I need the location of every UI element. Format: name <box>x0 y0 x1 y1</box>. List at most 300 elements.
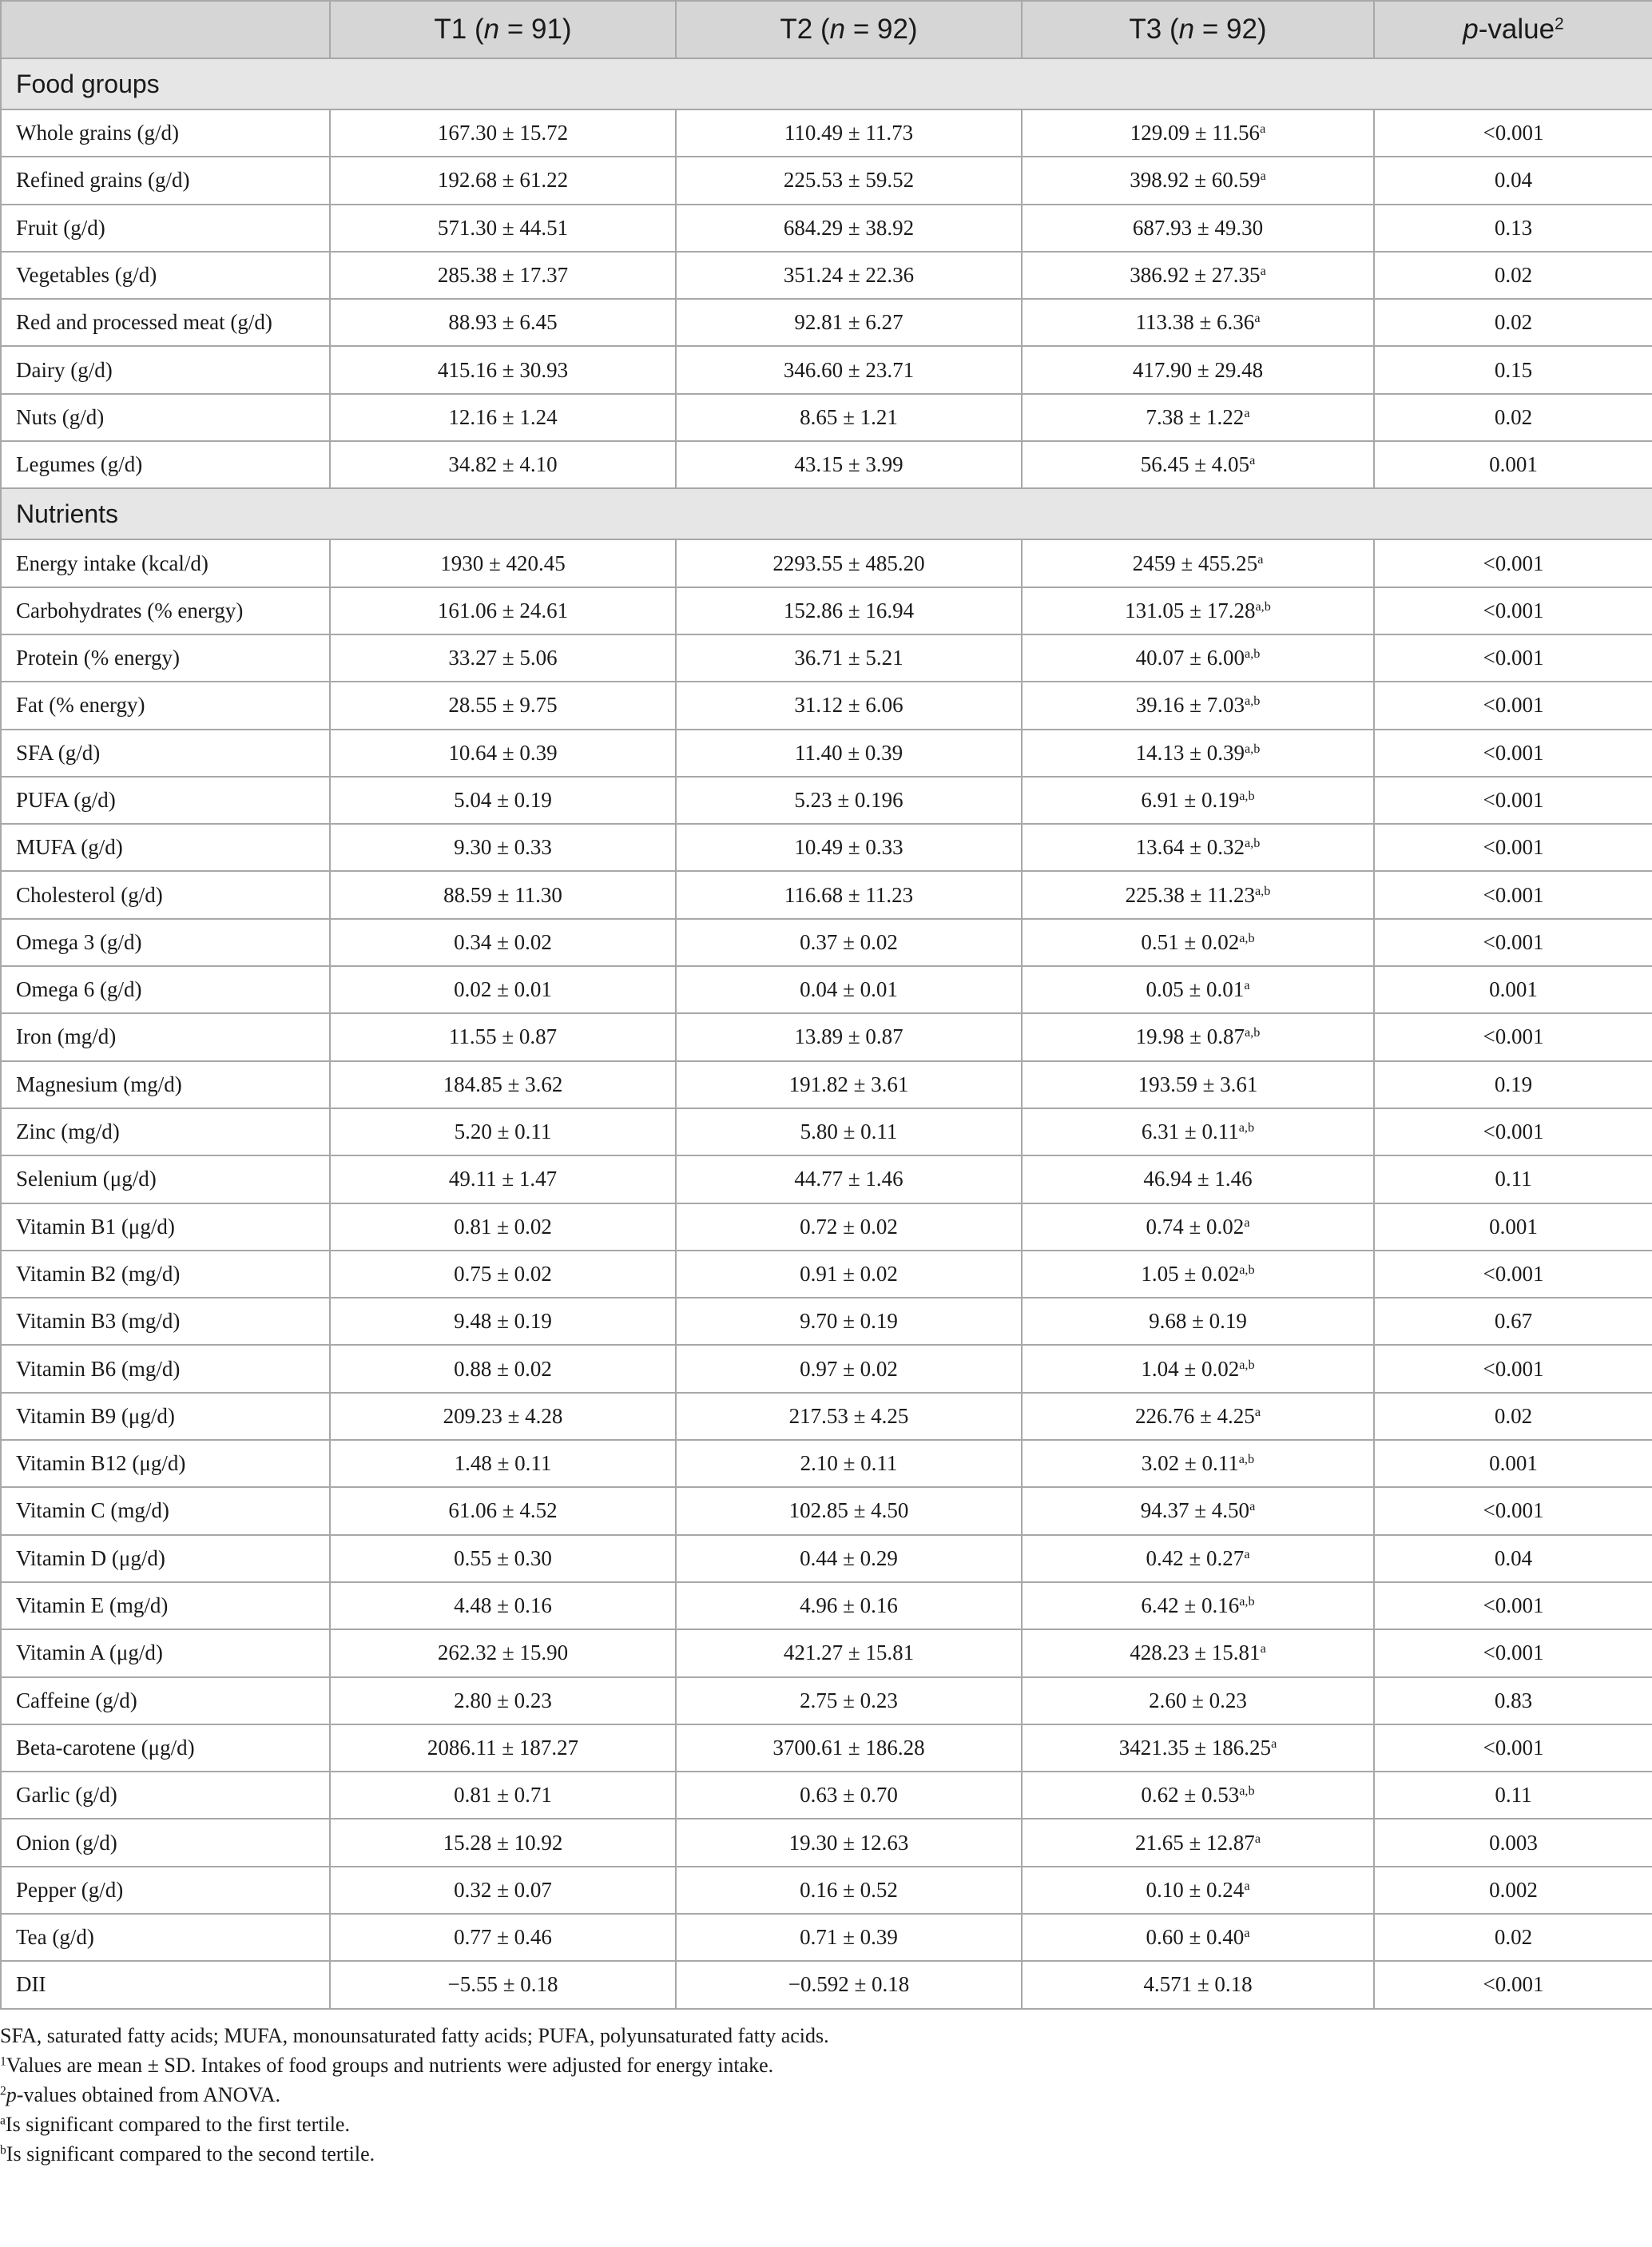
cell-p-value: 0.001 <box>1374 1203 1652 1251</box>
section-title: Nutrients <box>1 488 1652 539</box>
cell-t1: 5.04 ± 0.19 <box>330 777 676 824</box>
cell-t3-value: 40.07 ± 6.00 <box>1135 646 1245 670</box>
header-p-value: p-value$^2$ <box>1374 1 1652 58</box>
cell-t1: 0.55 ± 0.30 <box>330 1535 676 1582</box>
row-label: Omega 6 (g/d) <box>1 966 330 1013</box>
row-label: Caffeine (g/d) <box>1 1677 330 1724</box>
cell-p-value: 0.02 <box>1374 299 1652 346</box>
table-row <box>1 252 1652 299</box>
cell-t1: 184.85 ± 3.62 <box>330 1061 676 1108</box>
cell-t3-value: 417.90 ± 29.48 <box>1132 357 1264 382</box>
cell-t1: 2.80 ± 0.23 <box>330 1677 676 1724</box>
significance-mark: a <box>1244 1546 1250 1561</box>
cell-t3 <box>1022 441 1374 488</box>
cell-t3 <box>1022 1677 1374 1724</box>
cell-t1: 0.77 ± 0.46 <box>330 1914 676 1961</box>
row-label: Vitamin B2 (mg/d) <box>1 1251 330 1298</box>
cell-t1: 88.93 ± 6.45 <box>330 299 676 346</box>
cell-t3-value: 1.04 ± 0.02 <box>1141 1356 1240 1381</box>
cell-t3-value: 0.10 ± 0.24 <box>1146 1877 1245 1902</box>
table-row <box>1 1535 1652 1582</box>
row-label: Fat (% energy) <box>1 682 330 729</box>
cell-p-value: <0.001 <box>1374 1013 1652 1060</box>
significance-mark: a <box>1271 1736 1277 1752</box>
row-label: Omega 3 (g/d) <box>1 919 330 966</box>
cell-t1: 49.11 ± 1.47 <box>330 1155 676 1203</box>
row-label: Vitamin E (mg/d) <box>1 1582 330 1629</box>
row-label: Nuts (g/d) <box>1 394 330 441</box>
cell-t1: 209.23 ± 4.28 <box>330 1393 676 1440</box>
cell-p-value: 0.15 <box>1374 346 1652 393</box>
cell-t3 <box>1022 1061 1374 1108</box>
footnote-abbreviations: SFA, saturated fatty acids; MUFA, monounsaturated fatty acids; PUFA, polyunsaturated fatty acids. <box>0 2023 829 2047</box>
cell-t3 <box>1022 871 1374 918</box>
table-row <box>1 919 1652 966</box>
cell-t3-value: 2459 ± 455.25 <box>1132 551 1258 575</box>
cell-t2: 0.37 ± 0.02 <box>676 919 1022 966</box>
header-t2: T2 (n = 92) <box>676 1 1022 58</box>
significance-mark: a,b <box>1239 789 1255 804</box>
cell-t1: 88.59 ± 11.30 <box>330 871 676 918</box>
cell-t2: 8.65 ± 1.21 <box>676 394 1022 441</box>
cell-p-value: 0.13 <box>1374 205 1652 252</box>
cell-t1: 167.30 ± 15.72 <box>330 109 676 157</box>
table-row <box>1 1298 1652 1345</box>
table-row <box>1 346 1652 393</box>
row-label: Vegetables (g/d) <box>1 252 330 299</box>
cell-t2: 421.27 ± 15.81 <box>676 1629 1022 1676</box>
cell-t2: 0.72 ± 0.02 <box>676 1203 1022 1251</box>
cell-p-value: <0.001 <box>1374 1487 1652 1534</box>
cell-t2: 44.77 ± 1.46 <box>676 1155 1022 1203</box>
cell-t3 <box>1022 824 1374 871</box>
cell-t3-value: 13.64 ± 0.32 <box>1135 835 1245 860</box>
cell-t3 <box>1022 730 1374 777</box>
cell-t3-value: 14.13 ± 0.39 <box>1135 740 1245 765</box>
cell-t2: 217.53 ± 4.25 <box>676 1393 1022 1440</box>
cell-t3 <box>1022 1582 1374 1629</box>
cell-t2: 116.68 ± 11.23 <box>676 871 1022 918</box>
cell-t1: 0.75 ± 0.02 <box>330 1251 676 1298</box>
significance-mark: a <box>1244 1926 1250 1941</box>
cell-t3 <box>1022 682 1374 729</box>
cell-t1: 33.27 ± 5.06 <box>330 634 676 682</box>
cell-t1: 61.06 ± 4.52 <box>330 1487 676 1534</box>
significance-mark: a <box>1260 121 1266 137</box>
row-label: Pepper (g/d) <box>1 1867 330 1914</box>
cell-t3 <box>1022 777 1374 824</box>
cell-p-value: <0.001 <box>1374 587 1652 634</box>
table-row <box>1 1582 1652 1629</box>
cell-t3 <box>1022 157 1374 204</box>
cell-t3 <box>1022 1440 1374 1487</box>
cell-t3 <box>1022 1629 1374 1676</box>
cell-t1: 285.38 ± 17.37 <box>330 252 676 299</box>
table-row <box>1 1108 1652 1155</box>
cell-t3-value: 3421.35 ± 186.25 <box>1118 1735 1272 1760</box>
cell-t2: 3700.61 ± 186.28 <box>676 1724 1022 1772</box>
cell-t3-value: 21.65 ± 12.87 <box>1134 1830 1255 1855</box>
cell-p-value: <0.001 <box>1374 871 1652 918</box>
cell-t3 <box>1022 1724 1374 1772</box>
cell-p-value: 0.11 <box>1374 1772 1652 1819</box>
cell-t3-value: 398.92 ± 60.59 <box>1130 168 1261 193</box>
significance-mark: a <box>1254 1831 1261 1846</box>
cell-t3 <box>1022 252 1374 299</box>
row-label: Iron (mg/d) <box>1 1013 330 1060</box>
row-label: SFA (g/d) <box>1 730 330 777</box>
row-label: Beta-carotene (μg/d) <box>1 1724 330 1772</box>
table-row <box>1 1629 1652 1676</box>
cell-t3 <box>1022 1203 1374 1251</box>
cell-t3-value: 3.02 ± 0.11 <box>1141 1451 1239 1476</box>
cell-p-value: <0.001 <box>1374 919 1652 966</box>
row-label: Tea (g/d) <box>1 1914 330 1961</box>
table-row <box>1 1155 1652 1203</box>
cell-p-value: <0.001 <box>1374 1108 1652 1155</box>
cell-t3 <box>1022 966 1374 1013</box>
cell-p-value: 0.003 <box>1374 1819 1652 1866</box>
significance-mark: a <box>1260 169 1266 184</box>
header-blank-cell <box>1 1 330 58</box>
section-title: Food groups <box>1 58 1652 109</box>
cell-t1: 5.20 ± 0.11 <box>330 1108 676 1155</box>
cell-t1: 15.28 ± 10.92 <box>330 1819 676 1866</box>
row-label: Magnesium (mg/d) <box>1 1061 330 1108</box>
cell-t2: 351.24 ± 22.36 <box>676 252 1022 299</box>
table-row <box>1 1061 1652 1108</box>
table-row <box>1 871 1652 918</box>
cell-t2: 9.70 ± 0.19 <box>676 1298 1022 1345</box>
header-row <box>1 1 1652 58</box>
cell-t1: 1930 ± 420.45 <box>330 539 676 587</box>
significance-mark: a,b <box>1238 1452 1255 1467</box>
cell-t3-value: 129.09 ± 11.56 <box>1130 121 1261 145</box>
table-row <box>1 634 1652 682</box>
cell-t1: 28.55 ± 9.75 <box>330 682 676 729</box>
cell-t3 <box>1022 1155 1374 1203</box>
cell-p-value: 0.02 <box>1374 394 1652 441</box>
cell-t3 <box>1022 919 1374 966</box>
cell-t3-value: 687.93 ± 49.30 <box>1132 215 1264 240</box>
row-label: Vitamin B6 (mg/d) <box>1 1345 330 1392</box>
table-row <box>1 1251 1652 1298</box>
significance-mark: a <box>1249 453 1256 468</box>
cell-t1: 0.02 ± 0.01 <box>330 966 676 1013</box>
cell-p-value: 0.001 <box>1374 441 1652 488</box>
cell-p-value: <0.001 <box>1374 824 1652 871</box>
cell-t3 <box>1022 587 1374 634</box>
cell-t2: 0.63 ± 0.70 <box>676 1772 1022 1819</box>
significance-mark: a <box>1254 1404 1261 1419</box>
cell-t3-value: 1.05 ± 0.02 <box>1141 1261 1240 1286</box>
table-row <box>1 394 1652 441</box>
cell-t1: 0.88 ± 0.02 <box>330 1345 676 1392</box>
cell-t1: 0.81 ± 0.71 <box>330 1772 676 1819</box>
significance-mark: a <box>1254 311 1261 326</box>
significance-mark: a,b <box>1245 741 1261 756</box>
footnote-1: $^1$Values are mean ± SD. Intakes of food groups and nutrients were adjusted for energy intake. <box>0 2053 774 2077</box>
table-row <box>1 966 1652 1013</box>
cell-t3-value: 6.42 ± 0.16 <box>1141 1593 1240 1618</box>
cell-t1: 4.48 ± 0.16 <box>330 1582 676 1629</box>
cell-t2: 11.40 ± 0.39 <box>676 730 1022 777</box>
cell-t3-value: 0.60 ± 0.40 <box>1146 1925 1245 1950</box>
cell-t2: 5.23 ± 0.196 <box>676 777 1022 824</box>
cell-t3 <box>1022 1393 1374 1440</box>
cell-t1: 9.48 ± 0.19 <box>330 1298 676 1345</box>
cell-t3 <box>1022 1298 1374 1345</box>
cell-t2: 19.30 ± 12.63 <box>676 1819 1022 1866</box>
cell-p-value: 0.02 <box>1374 252 1652 299</box>
significance-mark: a <box>1244 406 1250 421</box>
row-label: Protein (% energy) <box>1 634 330 682</box>
cell-t3-value: 225.38 ± 11.23 <box>1125 882 1255 907</box>
cell-t2: 13.89 ± 0.87 <box>676 1013 1022 1060</box>
cell-t3-value: 4.571 ± 0.18 <box>1143 1972 1253 1997</box>
cell-t3-value: 39.16 ± 7.03 <box>1135 693 1245 718</box>
table-row <box>1 539 1652 587</box>
table-row <box>1 441 1652 488</box>
cell-t2: 225.53 ± 59.52 <box>676 157 1022 204</box>
table-row <box>1 1819 1652 1866</box>
row-label: Whole grains (g/d) <box>1 109 330 157</box>
significance-mark: a,b <box>1239 930 1255 945</box>
cell-t2: 10.49 ± 0.33 <box>676 824 1022 871</box>
cell-t3-value: 2.60 ± 0.23 <box>1149 1688 1247 1712</box>
table-row <box>1 109 1652 157</box>
cell-t2: 0.71 ± 0.39 <box>676 1914 1022 1961</box>
cell-t2: 152.86 ± 16.94 <box>676 587 1022 634</box>
cell-t3-value: 6.31 ± 0.11 <box>1141 1120 1239 1144</box>
cell-t3 <box>1022 634 1374 682</box>
cell-p-value: <0.001 <box>1374 1724 1652 1772</box>
significance-mark: a <box>1244 1878 1250 1893</box>
significance-mark: a,b <box>1238 1120 1255 1135</box>
significance-mark: a,b <box>1245 1025 1261 1040</box>
significance-mark: a <box>1244 978 1250 993</box>
cell-p-value: <0.001 <box>1374 777 1652 824</box>
cell-t3 <box>1022 394 1374 441</box>
cell-t2: 5.80 ± 0.11 <box>676 1108 1022 1155</box>
significance-mark: a <box>1244 1215 1250 1230</box>
row-label: Refined grains (g/d) <box>1 157 330 204</box>
cell-t2: 43.15 ± 3.99 <box>676 441 1022 488</box>
cell-t3 <box>1022 109 1374 157</box>
table-footnotes <box>0 2010 1652 2169</box>
row-label: Vitamin B9 (μg/d) <box>1 1393 330 1440</box>
cell-t3 <box>1022 1108 1374 1155</box>
row-label: Onion (g/d) <box>1 1819 330 1866</box>
cell-t3 <box>1022 1961 1374 2008</box>
cell-t3-value: 386.92 ± 27.35 <box>1130 263 1261 288</box>
cell-t1: 10.64 ± 0.39 <box>330 730 676 777</box>
cell-t2: 2.75 ± 0.23 <box>676 1677 1022 1724</box>
table-row <box>1 1345 1652 1392</box>
table-header <box>1 1 1652 58</box>
row-label: Carbohydrates (% energy) <box>1 587 330 634</box>
cell-p-value: <0.001 <box>1374 682 1652 729</box>
cell-p-value: <0.001 <box>1374 109 1652 157</box>
cell-t2: −0.592 ± 0.18 <box>676 1961 1022 2008</box>
header-t1: T1 (n = 91) <box>330 1 676 58</box>
row-label: Vitamin D (μg/d) <box>1 1535 330 1582</box>
cell-t2: 36.71 ± 5.21 <box>676 634 1022 682</box>
cell-t3-value: 6.91 ± 0.19 <box>1141 788 1240 812</box>
section-row <box>1 58 1652 109</box>
cell-t3-value: 0.51 ± 0.02 <box>1141 929 1240 954</box>
significance-mark: a,b <box>1255 883 1271 898</box>
row-label: Legumes (g/d) <box>1 441 330 488</box>
cell-t1: 0.81 ± 0.02 <box>330 1203 676 1251</box>
row-label: Zinc (mg/d) <box>1 1108 330 1155</box>
cell-p-value: 0.02 <box>1374 1393 1652 1440</box>
cell-t3 <box>1022 299 1374 346</box>
table-row <box>1 1013 1652 1060</box>
table-row <box>1 824 1652 871</box>
significance-mark: a,b <box>1245 646 1261 662</box>
cell-t2: 191.82 ± 3.61 <box>676 1061 1022 1108</box>
cell-p-value: 0.001 <box>1374 966 1652 1013</box>
table-row <box>1 1867 1652 1914</box>
row-label: Fruit (g/d) <box>1 205 330 252</box>
significance-mark: a,b <box>1239 1263 1255 1278</box>
cell-p-value: 0.11 <box>1374 1155 1652 1203</box>
table-row <box>1 682 1652 729</box>
cell-p-value: <0.001 <box>1374 634 1652 682</box>
cell-t2: 0.44 ± 0.29 <box>676 1535 1022 1582</box>
cell-t3-value: 0.74 ± 0.02 <box>1146 1214 1245 1239</box>
cell-t3-value: 9.68 ± 0.19 <box>1149 1309 1247 1334</box>
cell-p-value: <0.001 <box>1374 1251 1652 1298</box>
table-row <box>1 299 1652 346</box>
cell-t1: 192.68 ± 61.22 <box>330 157 676 204</box>
cell-t3-value: 19.98 ± 0.87 <box>1135 1024 1245 1049</box>
significance-mark: a <box>1249 1499 1256 1514</box>
table-row <box>1 1440 1652 1487</box>
table-row <box>1 1203 1652 1251</box>
cell-t2: 102.85 ± 4.50 <box>676 1487 1022 1534</box>
cell-t3 <box>1022 1251 1374 1298</box>
row-label: Vitamin B3 (mg/d) <box>1 1298 330 1345</box>
table-row <box>1 1393 1652 1440</box>
cell-p-value: 0.19 <box>1374 1061 1652 1108</box>
cell-p-value: <0.001 <box>1374 1582 1652 1629</box>
significance-mark: a,b <box>1239 1784 1255 1799</box>
cell-t2: 2293.55 ± 485.20 <box>676 539 1022 587</box>
cell-t1: 161.06 ± 24.61 <box>330 587 676 634</box>
section-row <box>1 488 1652 539</box>
cell-t3-value: 428.23 ± 15.81 <box>1130 1641 1261 1665</box>
cell-t2: 31.12 ± 6.06 <box>676 682 1022 729</box>
table-row <box>1 730 1652 777</box>
cell-p-value: 0.83 <box>1374 1677 1652 1724</box>
cell-t1: 34.82 ± 4.10 <box>330 441 676 488</box>
significance-mark: a,b <box>1239 1357 1255 1372</box>
row-label: Energy intake (kcal/d) <box>1 539 330 587</box>
cell-p-value: 0.04 <box>1374 157 1652 204</box>
header-t3: T3 (n = 92) <box>1022 1 1374 58</box>
cell-t2: 92.81 ± 6.27 <box>676 299 1022 346</box>
cell-t3 <box>1022 1013 1374 1060</box>
cell-t2: 0.97 ± 0.02 <box>676 1345 1022 1392</box>
cell-p-value: 0.04 <box>1374 1535 1652 1582</box>
cell-t3-value: 193.59 ± 3.61 <box>1138 1072 1258 1096</box>
row-label: PUFA (g/d) <box>1 777 330 824</box>
row-label: Dairy (g/d) <box>1 346 330 393</box>
cell-t1: 571.30 ± 44.51 <box>330 205 676 252</box>
cell-t1: 0.32 ± 0.07 <box>330 1867 676 1914</box>
table-row <box>1 1487 1652 1534</box>
cell-t3-value: 0.05 ± 0.01 <box>1146 977 1245 1002</box>
cell-t3-value: 0.42 ± 0.27 <box>1146 1545 1245 1570</box>
significance-mark: a <box>1260 264 1266 279</box>
row-label: Vitamin A (μg/d) <box>1 1629 330 1676</box>
table-row <box>1 587 1652 634</box>
row-label: Cholesterol (g/d) <box>1 871 330 918</box>
cell-p-value: <0.001 <box>1374 1345 1652 1392</box>
cell-p-value: 0.67 <box>1374 1298 1652 1345</box>
cell-p-value: 0.02 <box>1374 1914 1652 1961</box>
cell-t3 <box>1022 1535 1374 1582</box>
cell-p-value: 0.002 <box>1374 1867 1652 1914</box>
significance-mark: a,b <box>1255 599 1271 614</box>
row-label: Selenium (μg/d) <box>1 1155 330 1203</box>
cell-t3 <box>1022 1867 1374 1914</box>
cell-t2: 346.60 ± 23.71 <box>676 346 1022 393</box>
footnote-b: $^b$Is significant compared to the second tertile. <box>0 2142 375 2165</box>
cell-t3 <box>1022 1819 1374 1866</box>
cell-t3-value: 113.38 ± 6.36 <box>1135 310 1255 335</box>
footnote-a: $^a$Is significant compared to the first tertile. <box>0 2112 350 2136</box>
cell-p-value: <0.001 <box>1374 730 1652 777</box>
cell-t3-value: 226.76 ± 4.25 <box>1134 1403 1255 1428</box>
table-row <box>1 1961 1652 2008</box>
cell-t1: 415.16 ± 30.93 <box>330 346 676 393</box>
footnote-2: $^2$p-values obtained from ANOVA. <box>0 2082 281 2106</box>
cell-t2: 0.91 ± 0.02 <box>676 1251 1022 1298</box>
cell-t1: 9.30 ± 0.33 <box>330 824 676 871</box>
cell-t3-value: 7.38 ± 1.22 <box>1146 404 1245 429</box>
significance-mark: a <box>1257 551 1264 567</box>
table-row <box>1 157 1652 204</box>
significance-mark: a,b <box>1245 836 1261 851</box>
table-row <box>1 205 1652 252</box>
cell-t3 <box>1022 1487 1374 1534</box>
cell-t1: −5.55 ± 0.18 <box>330 1961 676 2008</box>
row-label: DII <box>1 1961 330 2008</box>
cell-p-value: 0.001 <box>1374 1440 1652 1487</box>
cell-t3-value: 0.62 ± 0.53 <box>1141 1783 1240 1808</box>
table-body <box>1 58 1652 2009</box>
row-label: Vitamin C (mg/d) <box>1 1487 330 1534</box>
row-label: Vitamin B1 (μg/d) <box>1 1203 330 1251</box>
table-row <box>1 1677 1652 1724</box>
cell-t3 <box>1022 346 1374 393</box>
cell-t1: 12.16 ± 1.24 <box>330 394 676 441</box>
cell-t3-value: 56.45 ± 4.05 <box>1140 452 1250 477</box>
cell-t3-value: 131.05 ± 17.28 <box>1125 598 1256 622</box>
cell-t3 <box>1022 1345 1374 1392</box>
table-row <box>1 1772 1652 1819</box>
significance-mark: a,b <box>1239 1594 1255 1609</box>
cell-t1: 2086.11 ± 187.27 <box>330 1724 676 1772</box>
cell-p-value: <0.001 <box>1374 539 1652 587</box>
cell-t1: 262.32 ± 15.90 <box>330 1629 676 1676</box>
cell-t2: 0.16 ± 0.52 <box>676 1867 1022 1914</box>
cell-t1: 1.48 ± 0.11 <box>330 1440 676 1487</box>
cell-t2: 4.96 ± 0.16 <box>676 1582 1022 1629</box>
